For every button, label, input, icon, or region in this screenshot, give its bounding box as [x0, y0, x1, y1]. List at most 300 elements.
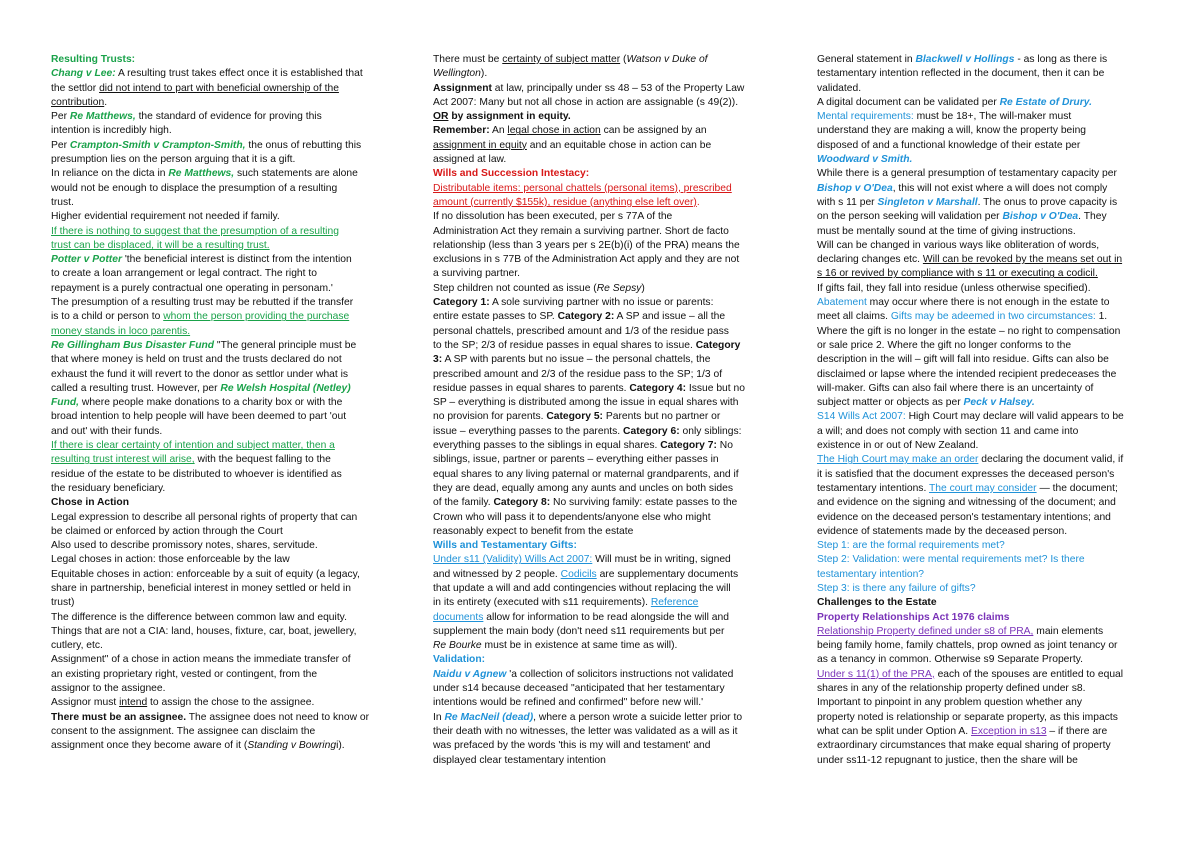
text-run: resulting trust interest will arise, — [51, 454, 195, 466]
text-run: legal chose in action — [507, 125, 601, 137]
text-line — [817, 511, 1152, 525]
text-run: Higher evidential requirement not needed if family. — [51, 211, 280, 223]
text-run: equal shares to any living paternal or maternal grandparents, and if — [433, 468, 739, 480]
text-run: Naidu v Agnew — [433, 668, 507, 680]
text-run: Step 3: is there any failure of gifts? — [817, 582, 976, 594]
text-line — [433, 253, 773, 267]
text-run: reasonably expect to benefit from the estate — [433, 525, 634, 537]
text-line — [433, 725, 773, 739]
text-run: Re Matthews, — [69, 111, 136, 123]
text-run: documents — [433, 611, 484, 623]
text-line — [51, 711, 387, 725]
text-run: at law, principally under ss 48 – 53 of the Property Law — [491, 82, 745, 94]
text-run: Category 7: — [660, 440, 717, 452]
text-line — [51, 167, 387, 181]
text-run: with s 11 per — [817, 196, 878, 208]
text-line — [51, 196, 387, 210]
text-run: testamentary intentions. — [817, 482, 929, 494]
text-line — [817, 496, 1152, 510]
text-line — [51, 82, 387, 96]
text-run: ). — [480, 68, 488, 80]
text-run: to create a loan arrangement or legal contract. The right to — [51, 268, 317, 280]
text-line — [433, 525, 773, 539]
text-run: siblings, issue, partner or parents – everything either passes in — [433, 454, 719, 466]
text-run: the onus of rebutting this — [245, 139, 362, 151]
text-run: Re Matthews, — [168, 168, 235, 180]
text-run: Singleton v Marshall — [877, 196, 978, 208]
text-line — [51, 225, 387, 239]
text-run: 1. — [1095, 311, 1108, 323]
text-line — [433, 496, 773, 510]
text-run: each of the spouses are entitled to equal — [934, 668, 1124, 680]
text-line — [817, 396, 1152, 410]
text-run: ) — [641, 282, 645, 294]
text-line — [817, 196, 1152, 210]
text-line — [433, 439, 773, 453]
text-line — [433, 53, 773, 67]
text-column-1 — [51, 53, 387, 754]
text-run: Administration Act they remain a surviving partner. Short de facto — [433, 225, 729, 237]
text-run: everything passes to the siblings in equal shares. — [433, 440, 661, 452]
text-run: they are dead, equally among any aunts and uncles on both sides — [433, 482, 733, 494]
text-line — [433, 410, 773, 424]
text-line — [51, 153, 387, 167]
text-run: meet all claims. — [817, 311, 891, 323]
text-line — [51, 468, 387, 482]
text-line — [433, 596, 773, 610]
text-run: exhaust the fund it will revert to the donor as settlor under what is — [51, 368, 349, 380]
text-line — [433, 639, 773, 653]
text-line — [51, 653, 387, 667]
text-run: the settlor — [51, 82, 100, 94]
text-run: If gifts fail, they fall into residue (unless otherwise specified). — [817, 282, 1091, 294]
text-line — [817, 253, 1152, 267]
text-run: personal chattels, prescribed amount and 1/3 of the residue pass — [433, 325, 729, 337]
text-run: disclaimed or lapse where the intended recipient predeceases the — [817, 368, 1117, 380]
text-line — [51, 696, 387, 710]
text-run: Crown who will pass it to dependents/anyone else who might — [433, 511, 711, 523]
text-line — [817, 553, 1152, 567]
text-line — [817, 653, 1152, 667]
text-run: If there is clear certainty of intention and subject matter, then a — [51, 440, 335, 452]
text-line — [51, 453, 387, 467]
text-line — [433, 67, 773, 81]
text-run: Chang v Lee: — [51, 68, 116, 80]
text-line — [433, 568, 773, 582]
text-line — [817, 110, 1152, 124]
text-run: . — [696, 196, 700, 208]
text-run: Fund, — [51, 397, 80, 409]
text-line — [433, 511, 773, 525]
text-run: Category 4: — [629, 382, 686, 394]
text-run: disposed of and a functional knowledge of their estate per — [817, 139, 1081, 151]
text-line — [817, 282, 1152, 296]
text-line — [51, 582, 387, 596]
text-line — [51, 553, 387, 567]
text-line — [817, 310, 1152, 324]
text-line — [433, 310, 773, 324]
text-line — [433, 325, 773, 339]
text-run: or sale price 2. Where the gift no longer conforms to the — [817, 339, 1072, 351]
text-line — [433, 382, 773, 396]
text-line — [817, 139, 1152, 153]
text-run: in its entirety (executed with s11 requirements). — [433, 597, 651, 609]
text-run: The presumption of a resulting trust may be rebutted if the transfer — [51, 297, 354, 309]
text-run: Category — [695, 339, 741, 351]
text-run: cutlery, etc. — [51, 640, 103, 652]
text-run: – if there are — [1046, 725, 1108, 737]
text-run: did not intend to part with beneficial ownership of the — [99, 82, 339, 94]
text-line — [51, 210, 387, 224]
text-line — [817, 124, 1152, 138]
text-line — [433, 225, 773, 239]
text-run: Legal expression to describe all personal rights of property that can — [51, 511, 358, 523]
text-line — [433, 82, 773, 96]
text-run: it is satisfied that the document expresses the deceased person's — [817, 468, 1115, 480]
text-run: "The general principle must be — [214, 339, 357, 351]
text-run: assignment in equity — [433, 139, 527, 151]
text-run: property noted is relationship or separate property, as this impacts — [817, 711, 1118, 723]
text-line — [51, 625, 387, 639]
text-line — [433, 96, 773, 110]
text-run: relationship (less than 3 years per s 2E(b)(i) of the PRA) means the — [433, 239, 740, 251]
text-line — [817, 711, 1152, 725]
text-run: Wills and Testamentary Gifts: — [433, 540, 577, 552]
text-run: residue passes in equal shares to parents. — [433, 382, 630, 394]
text-run: Parents but no partner or — [602, 411, 721, 423]
text-run: exclusions in s 77B of the Administration Act apply and they are not — [433, 254, 740, 266]
text-run: evidence on the deceased person's testamentary intentions; and — [817, 511, 1111, 523]
text-line — [433, 582, 773, 596]
text-line — [433, 754, 773, 768]
text-line — [433, 124, 773, 138]
text-run: Under s 11(1) of the PRA, — [817, 668, 935, 680]
text-run: Potter v Potter — [51, 254, 122, 266]
text-line — [433, 368, 773, 382]
text-run: trust can be displaced, it will be a resulting trust. — [51, 239, 270, 251]
text-line — [433, 739, 773, 753]
text-line — [51, 110, 387, 124]
text-run: their death with no witnesses, the letter was validated as a will as it — [433, 725, 738, 737]
text-run: testamentary intention? — [817, 568, 925, 580]
text-run: Woodward v Smith. — [817, 154, 913, 166]
text-run: 'the beneficial interest is distinct from the intention — [121, 254, 352, 266]
text-line — [817, 439, 1152, 453]
text-run: description in the will – gift will fall into residue. Gifts can also be — [817, 354, 1109, 366]
text-line — [51, 239, 387, 253]
text-run: - as long as there is — [1014, 54, 1108, 65]
text-line — [817, 67, 1152, 81]
text-run: be claimed or enforced by action through the Court — [51, 525, 283, 537]
text-run: Category 2: — [557, 311, 615, 323]
text-run: residue of the estate to be distributed to whoever is identified as — [51, 468, 342, 480]
text-run: Step children not counted as issue ( — [433, 282, 597, 294]
text-run: , where a person wrote a suicide letter prior to — [533, 711, 743, 723]
text-run: by assignment in equity. — [448, 111, 571, 123]
text-line — [817, 639, 1152, 653]
text-run: The High Court may make an order — [817, 454, 979, 466]
text-run: The assignee does not need to know or — [186, 711, 370, 723]
text-run: While there is a general presumption of testamentary capacity per — [817, 168, 1117, 180]
text-run: A sole surviving partner with no issue or parents: — [489, 297, 714, 309]
text-run: evidence of statements made by the deceased person. — [817, 525, 1068, 537]
text-line — [817, 453, 1152, 467]
text-line — [433, 553, 773, 567]
text-line — [51, 425, 387, 439]
text-line — [433, 196, 773, 210]
text-run: High Court may declare will valid appears to be — [905, 411, 1124, 423]
text-line — [51, 410, 387, 424]
text-run: Act 2007: Many but not all chose in action are assignable (s 49(2)). — [433, 96, 739, 108]
text-line — [817, 53, 1152, 67]
text-run: A resulting trust takes effect once it is established that — [115, 68, 363, 80]
text-line — [433, 668, 773, 682]
text-line — [817, 611, 1152, 625]
text-line — [433, 396, 773, 410]
text-run: Assignment — [433, 82, 492, 94]
text-run: SP – everything is distributed among the issue in equal shares with — [433, 397, 739, 409]
text-run: no provision for parents. — [433, 411, 547, 423]
text-run: may occur where there is not enough in the estate to — [866, 297, 1110, 309]
text-run: and an equitable chose in action can be — [526, 139, 712, 151]
text-line — [51, 739, 387, 753]
text-run: Category 8: — [493, 497, 551, 509]
text-line — [817, 382, 1152, 396]
text-run: will-maker. Gifts can also fail where there is an uncertainty of — [817, 382, 1094, 394]
text-run: There must be an assignee. — [51, 711, 187, 723]
text-line — [433, 425, 773, 439]
text-run: on the person seeking will validation per — [817, 211, 1003, 223]
text-line — [817, 696, 1152, 710]
text-line — [817, 525, 1152, 539]
text-line — [433, 139, 773, 153]
text-line — [51, 382, 387, 396]
text-run: Under s11 (Validity) Wills Act 2007: — [433, 554, 593, 566]
text-line — [433, 353, 773, 367]
text-line — [433, 468, 773, 482]
text-run: Exception in s13 — [970, 725, 1047, 737]
text-run: can be assigned by an — [600, 125, 707, 137]
text-line — [817, 725, 1152, 739]
text-run: — the document; — [1036, 482, 1118, 494]
text-run: the residuary beneficiary. — [51, 482, 166, 494]
text-run: an existing proprietary right, vested or contingent, from the — [51, 668, 318, 680]
text-run: Peck v Halsey. — [963, 397, 1035, 409]
text-run: displayed clear testamentary intention — [433, 754, 606, 766]
text-run: . — [104, 96, 108, 108]
text-run: Issue but no — [686, 382, 745, 394]
text-line — [51, 511, 387, 525]
text-run: Per — [51, 111, 70, 123]
text-column-2 — [433, 53, 773, 768]
text-run: consent to the assignment. The assignee can disclaim the — [51, 725, 316, 737]
text-line — [817, 668, 1152, 682]
text-run: Chose in Action — [51, 497, 129, 509]
text-line — [433, 696, 773, 710]
text-run: was prefaced by the words 'this is my will and testament' and — [433, 740, 711, 752]
text-line — [817, 739, 1152, 753]
text-run: being family home, family chattels, prop owned as joint tenancy or — [817, 640, 1118, 652]
text-line — [51, 310, 387, 324]
text-line — [817, 210, 1152, 224]
text-line — [817, 468, 1152, 482]
text-line — [51, 253, 387, 267]
text-run: understand they are making a will, know the property being — [817, 125, 1087, 137]
text-run: assignment once they become aware of it ( — [51, 740, 248, 752]
text-run: Assignment" of a chose in action means the immediate transfer of — [51, 654, 351, 666]
text-run: assigned at law. — [433, 154, 507, 166]
text-run: only siblings: — [679, 425, 742, 437]
text-run: Category 1: — [433, 297, 490, 309]
text-run: would not be enough to displace the presumption of a resulting — [51, 182, 338, 194]
text-line — [817, 568, 1152, 582]
text-line — [817, 682, 1152, 696]
text-run: No — [716, 440, 733, 452]
text-run: . They — [1078, 211, 1107, 223]
text-run: Distributable items: personal chattels (personal items), prescribed — [433, 182, 732, 194]
text-run: 'a collection of solicitors instructions not validated — [506, 668, 734, 680]
text-line — [51, 139, 387, 153]
text-run: A digital document can be validated per — [817, 96, 1000, 108]
text-run: money stands in loco parentis. — [51, 325, 191, 337]
text-run: A SP with parents but no issue – the personal chattels, the — [442, 354, 711, 366]
text-run: under ss11-12 repugnant to justice, then the share will be — [817, 754, 1078, 766]
text-run: ( — [620, 54, 627, 65]
text-run: S14 Wills Act 2007: — [817, 411, 906, 423]
text-run: Where the gift is no longer in the estate – no right to compensation — [817, 325, 1121, 337]
text-run: There must be — [433, 54, 503, 65]
text-run: must be mentally sound at the time of giving instructions. — [817, 225, 1076, 237]
text-line — [433, 339, 773, 353]
text-line — [433, 539, 773, 553]
text-run: broad intention to help people will have been deemed to part 'out — [51, 411, 347, 423]
text-line — [51, 296, 387, 310]
text-run: declaring changes etc. — [817, 254, 923, 266]
text-run: extraordinary circumstances that make equal sharing of property — [817, 740, 1111, 752]
text-run: supplement the main body (don't need s11 requirements but per — [433, 625, 725, 637]
text-run: intention is incredibly high. — [51, 125, 172, 137]
text-run: whom the person providing the purchase — [163, 311, 350, 323]
text-line — [817, 425, 1152, 439]
text-run: Category 6: — [623, 425, 680, 437]
text-run: Things that are not a CIA: land, houses, fixture, car, boat, jewellery, — [51, 625, 357, 637]
text-run: Blackwell v Hollings — [915, 54, 1015, 65]
text-line — [433, 210, 773, 224]
text-run: Category 5: — [546, 411, 603, 423]
text-line — [433, 653, 773, 667]
text-run: contribution — [51, 96, 105, 108]
text-line — [51, 53, 387, 67]
text-line — [51, 439, 387, 453]
text-run: Mental requirements: — [817, 111, 914, 123]
text-run: main elements — [1033, 625, 1104, 637]
text-run: Remember: — [433, 125, 490, 137]
text-run: . The onus to prove capacity is — [977, 196, 1118, 208]
text-run: Also used to describe promissory notes, shares, servitude. — [51, 540, 318, 552]
text-line — [51, 325, 387, 339]
text-run: Relationship Property defined under s8 of PRA, — [817, 625, 1034, 637]
text-line — [51, 182, 387, 196]
text-run: Important to pinpoint in any problem question whether any — [817, 697, 1083, 709]
text-line — [51, 282, 387, 296]
text-line — [817, 153, 1152, 167]
text-line — [51, 525, 387, 539]
text-run: Re Gillingham Bus Disaster Fund — [51, 339, 215, 351]
text-run: Crampton-Smith v Crampton-Smith, — [69, 139, 246, 151]
text-run: Assignor must — [51, 697, 120, 709]
text-column-3 — [817, 53, 1152, 768]
text-run: assignor to the assignee. — [51, 683, 166, 695]
text-line — [433, 611, 773, 625]
text-run: Wellington — [433, 68, 481, 80]
text-run: as a tenancy in common. Otherwise s9 Separate Property. — [817, 654, 1083, 666]
text-line — [817, 82, 1152, 96]
text-run: Wills and Succession Intestacy: — [433, 168, 590, 180]
text-run: shares in any of the relationship property defined under s8. — [817, 683, 1086, 695]
text-line — [51, 396, 387, 410]
text-line — [817, 225, 1152, 239]
text-run: presumption lies on the person arguing that it is a gift. — [51, 154, 296, 166]
text-run: s 16 or revived by compliance with s 11 or executing a codicil. — [817, 268, 1098, 280]
text-line — [817, 596, 1152, 610]
text-run: Will can be revoked by the means set out in — [922, 254, 1123, 266]
text-run: Re MacNeil (dead) — [444, 711, 534, 723]
text-run: OR — [433, 111, 449, 123]
text-run: to the SP; 2/3 of residue passes in equal shares to issue. — [433, 339, 696, 351]
text-line — [433, 153, 773, 167]
text-run: 3: — [433, 354, 443, 366]
text-run: Equitable choses in action: enforceable by a suit of equity (a legacy, — [51, 568, 360, 580]
text-run: such statements are alone — [234, 168, 358, 180]
text-run: existence in or out of New Zealand. — [817, 440, 979, 452]
text-line — [433, 282, 773, 296]
text-line — [51, 611, 387, 625]
text-run: If no dissolution has been executed, per s 77A of the — [433, 211, 673, 223]
text-line — [817, 410, 1152, 424]
text-line — [817, 167, 1152, 181]
text-run: Reference — [650, 597, 699, 609]
text-run: Step 1: are the formal requirements met? — [817, 540, 1005, 552]
text-run: A SP and issue – all the — [614, 311, 726, 323]
text-run: Watson v Duke of — [626, 54, 708, 65]
text-run: a surviving partner. — [433, 268, 520, 280]
text-run: called a resulting trust. However, per — [51, 382, 221, 394]
text-run: General statement in — [817, 54, 916, 65]
text-line — [51, 568, 387, 582]
text-run: Abatement — [817, 297, 867, 309]
text-line — [817, 582, 1152, 596]
text-line — [433, 296, 773, 310]
text-run: must be 18+, The will-maker must — [913, 111, 1072, 123]
text-line — [51, 339, 387, 353]
text-run: prescribed amount and 2/3 of the residue pass to the SP; 1/3 of — [433, 368, 723, 380]
text-run: must be in existence at same time as will). — [481, 640, 678, 652]
text-run: Codicils — [560, 568, 597, 580]
text-line — [817, 754, 1152, 768]
text-line — [817, 296, 1152, 310]
text-line — [817, 96, 1152, 110]
text-line — [817, 182, 1152, 196]
text-run: Step 2: Validation: were mental requirements met? Is there — [817, 554, 1085, 566]
text-run: entire estate passes to SP. — [433, 311, 558, 323]
text-line — [433, 182, 773, 196]
text-line — [51, 482, 387, 496]
text-run: Re Bourke — [433, 640, 482, 652]
text-run: that update a will and add contingencies without replacing the will — [433, 582, 731, 594]
text-run: repayment is a purely contractual one operating in personam.' — [51, 282, 333, 294]
text-run: where people make donations to a charity box or with the — [79, 397, 343, 409]
text-run: Challenges to the Estate — [817, 597, 937, 609]
